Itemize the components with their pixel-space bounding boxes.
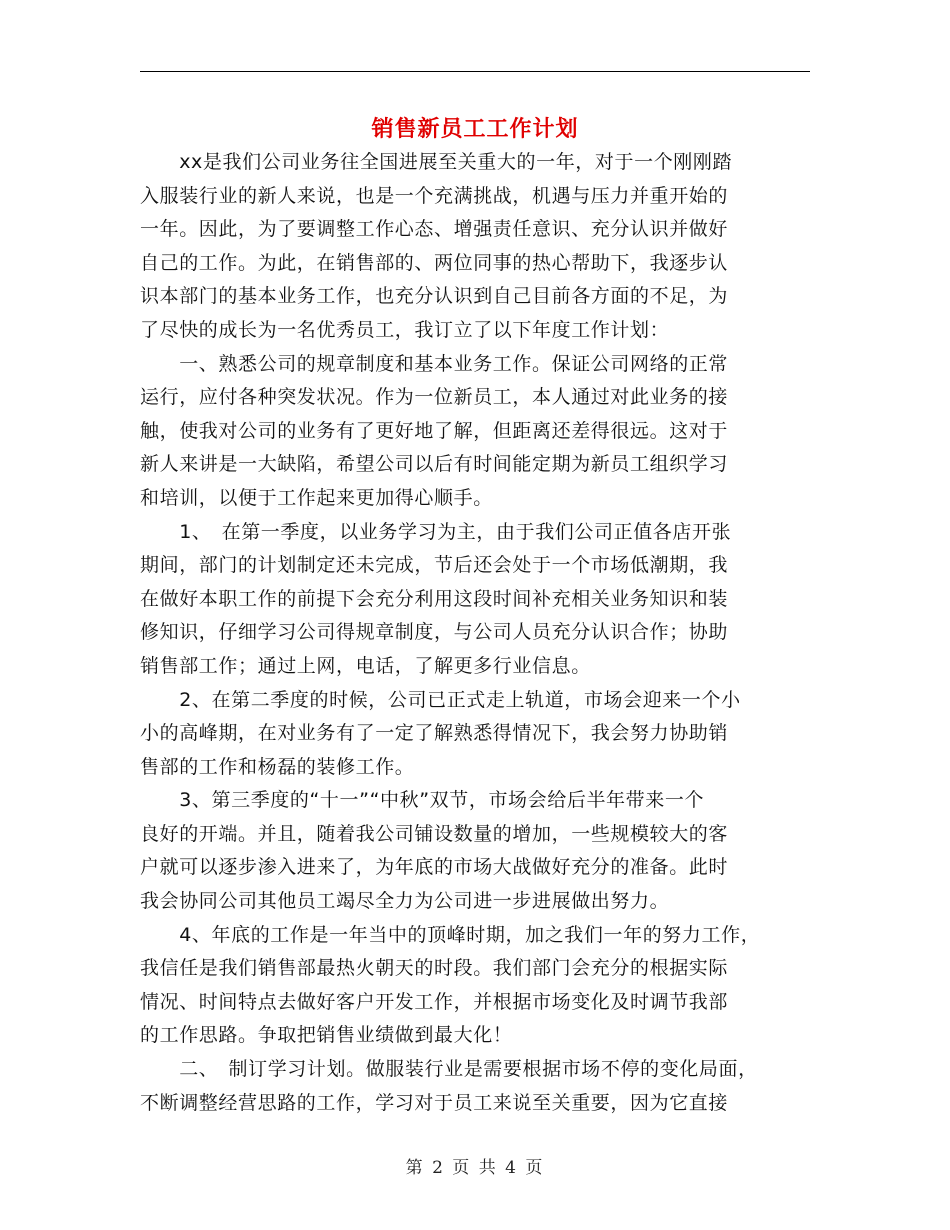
text-line: 新人来讲是一大缺陷，希望公司以后有时间能定期为新员工组织学习 <box>140 453 729 476</box>
text-line: 识本部门的基本业务工作，也充分认识到自己目前各方面的不足，为 <box>140 285 729 308</box>
text-line: 自己的工作。为此，在销售部的、两位同事的热心帮助下，我逐步认 <box>140 251 729 274</box>
text-line: 触，使我对公司的业务有了更好地了解，但距离还差得很远。这对于 <box>140 419 729 442</box>
text-line: 和培训，以便于工作起来更加得心顺手。 <box>140 486 493 509</box>
document-title: 销售新员工工作计划 <box>371 117 579 142</box>
header-rule <box>140 71 810 72</box>
text-line: 二、 制订学习计划。做服装行业是需要根据市场不停的变化局面， <box>140 1058 758 1081</box>
text-line: 期间，部门的计划制定还未完成，节后还会处于一个市场低潮期，我 <box>140 554 729 577</box>
text-line: 良好的开端。并且，随着我公司铺设数量的增加，一些规模较大的客 <box>140 822 729 845</box>
document-body <box>140 146 812 1120</box>
text-line: 修知识，仔细学习公司得规章制度，与公司人员充分认识合作；协助 <box>140 621 729 644</box>
text-line: 的工作思路。争取把销售业绩做到最大化！ <box>140 1024 513 1047</box>
text-line: 户就可以逐步渗入进来了，为年底的市场大战做好充分的准备。此时 <box>140 856 729 879</box>
page-number-footer: 第 2 页 共 4 页 <box>405 1158 545 1178</box>
text-line: 1、 在第一季度，以业务学习为主，由于我们公司正值各店开张 <box>140 520 732 543</box>
text-line: 3、第三季度的“十一”“中秋”双节，市场会给后半年带来一个 <box>140 789 705 812</box>
text-line: 在做好本职工作的前提下会充分利用这段时间补充相关业务知识和装 <box>140 587 729 610</box>
text-line: 4、年底的工作是一年当中的顶峰时期，加之我们一年的努力工作， <box>140 923 761 946</box>
text-line: 我信任是我们销售部最热火朝天的时段。我们部门会充分的根据实际 <box>140 957 729 980</box>
text-line: 入服装行业的新人来说，也是一个充满挑战，机遇与压力并重开始的 <box>140 184 729 207</box>
text-line: 售部的工作和杨磊的装修工作。 <box>140 755 415 778</box>
text-line: 运行，应付各种突发状况。作为一位新员工，本人通过对此业务的接 <box>140 386 729 409</box>
text-line: 一年。因此，为了要调整工作心态、增强责任意识、充分认识并做好 <box>140 218 729 241</box>
text-line: xx是我们公司业务往全国进展至关重大的一年，对于一个刚刚踏 <box>140 151 733 173</box>
text-line: 我会协同公司其他员工竭尽全力为公司进一步进展做出努力。 <box>140 890 670 913</box>
text-line: 不断调整经营思路的工作，学习对于员工来说至关重要，因为它直接 <box>140 1091 729 1114</box>
text-line: 2、在第二季度的时候，公司已正式走上轨道，市场会迎来一个小 <box>140 688 741 711</box>
text-line: 一、熟悉公司的规章制度和基本业务工作。保证公司网络的正常 <box>140 352 729 375</box>
text-line: 小的高峰期，在对业务有了一定了解熟悉得情况下，我会努力协助销 <box>140 722 729 745</box>
text-line: 销售部工作；通过上网，电话，了解更多行业信息。 <box>140 654 591 677</box>
text-line: 情况、时间特点去做好客户开发工作，并根据市场变化及时调节我部 <box>140 990 729 1013</box>
text-line: 了尽快的成长为一名优秀员工，我订立了以下年度工作计划： <box>140 318 670 341</box>
